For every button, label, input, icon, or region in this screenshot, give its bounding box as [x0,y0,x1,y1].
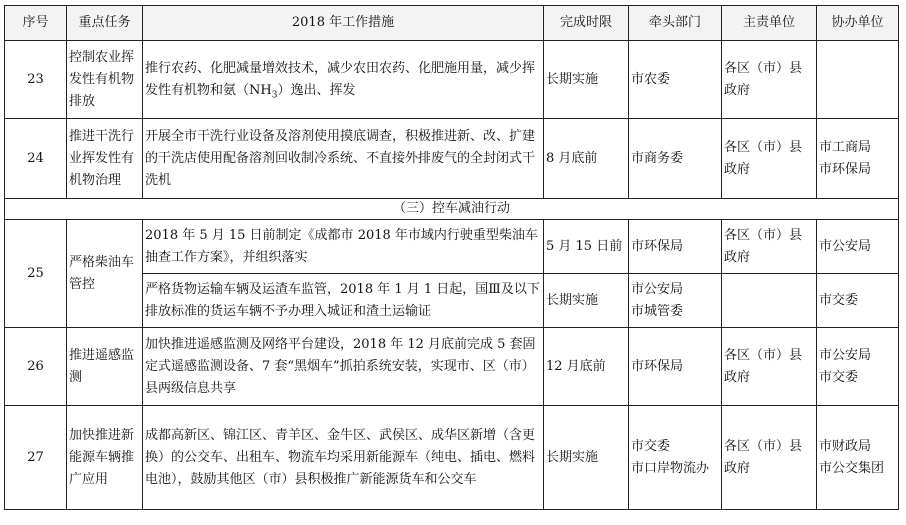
table-row [5,328,899,406]
row-task: 加快推进新能源车辆推广应用 [67,406,143,510]
row-seq: 23 [5,41,67,119]
row-deadline: 长期实施 [544,406,629,510]
row-lead: 市公安局 市城管委 [629,274,722,328]
row-deadline: 长期实施 [544,41,629,119]
row-lead: 市环保局 [629,220,722,274]
header-assist: 协办单位 [817,6,899,41]
table-row [5,220,899,274]
row-seq: 24 [5,119,67,199]
row-responsible [722,274,817,328]
row-assist: 市财政局 市公交集团 [817,406,899,510]
header-measures: 2018 年工作措施 [143,6,544,41]
row-measures: 推行农药、化肥减量增效技术，减少农田农药、化肥施用量，减少挥发性有机物和氨$(NH_3)$逸出、挥发 [143,41,544,119]
row-measures: 严格货物运输车辆及运渣车监管，2018 年 1 月 1 日起，国Ⅲ及以下排放标准的货运车辆不予办理入城证和渣土运输证 [143,274,544,328]
row-lead: 市商务委 [629,119,722,199]
row-assist [817,41,899,119]
row-task: 推进干洗行业挥发性有机物治理 [67,119,143,199]
row-task: 控制农业挥发性有机物排放 [67,41,143,119]
header-lead: 牵头部门 [629,6,722,41]
row-measures: 2018 年 5 月 15 日前制定《成都市 2018 年市域内行驶重型柴油车抽查工作方案》，并组织落实 [143,220,544,274]
header-responsible: 主责单位 [722,6,817,41]
row-lead: 市环保局 [629,328,722,406]
row-measures: 成都高新区、锦江区、青羊区、金牛区、武侯区、成华区新增（含更换）的公交车、出租车、物流车均采用新能源车（纯电、插电、燃料电池），鼓励其他区（市）县积极推广新能源货车和公交车 [143,406,544,510]
row-seq: 27 [5,406,67,510]
row-assist: 市公安局 市交委 [817,328,899,406]
row-task: 推进遥感监测 [67,328,143,406]
row-responsible: 各区（市）县政府 [722,220,817,274]
table-row [5,41,899,119]
row-deadline: 12 月底前 [544,328,629,406]
section-row [5,199,899,220]
row-measures: 加快推进遥感监测及网络平台建设，2018 年 12 月底前完成 5 套固定式遥感监测设备、7 套“黑烟车”抓拍系统安装，实现市、区（市）县两级信息共享 [143,328,544,406]
row-deadline: 5 月 15 日前 [544,220,629,274]
table-header-row [5,6,899,41]
table-row [5,119,899,199]
row-deadline: 长期实施 [544,274,629,328]
row-responsible: 各区（市）县政府 [722,406,817,510]
row-lead: 市农委 [629,41,722,119]
row-responsible: 各区（市）县政府 [722,41,817,119]
table-row [5,406,899,510]
row-responsible: 各区（市）县政府 [722,328,817,406]
header-seq: 序号 [5,6,67,41]
row-measures: 开展全市干洗行业设备及溶剂使用摸底调查，积极推进新、改、扩建的干洗店使用配备溶剂回收制冷系统、不直接外排废气的全封闭式干洗机 [143,119,544,199]
row-assist: 市交委 [817,274,899,328]
row-task: 严格柴油车管控 [67,220,143,328]
row-seq: 25 [5,220,67,328]
row-responsible: 各区（市）县政府 [722,119,817,199]
row-assist: 市工商局 市环保局 [817,119,899,199]
row-assist: 市公安局 [817,220,899,274]
row-lead: 市交委 市口岸物流办 [629,406,722,510]
row-deadline: 8 月底前 [544,119,629,199]
section-title: （三）控车减油行动 [5,199,899,220]
row-seq: 26 [5,328,67,406]
header-deadline: 完成时限 [544,6,629,41]
header-task: 重点任务 [67,6,143,41]
work-measures-table [4,5,899,510]
